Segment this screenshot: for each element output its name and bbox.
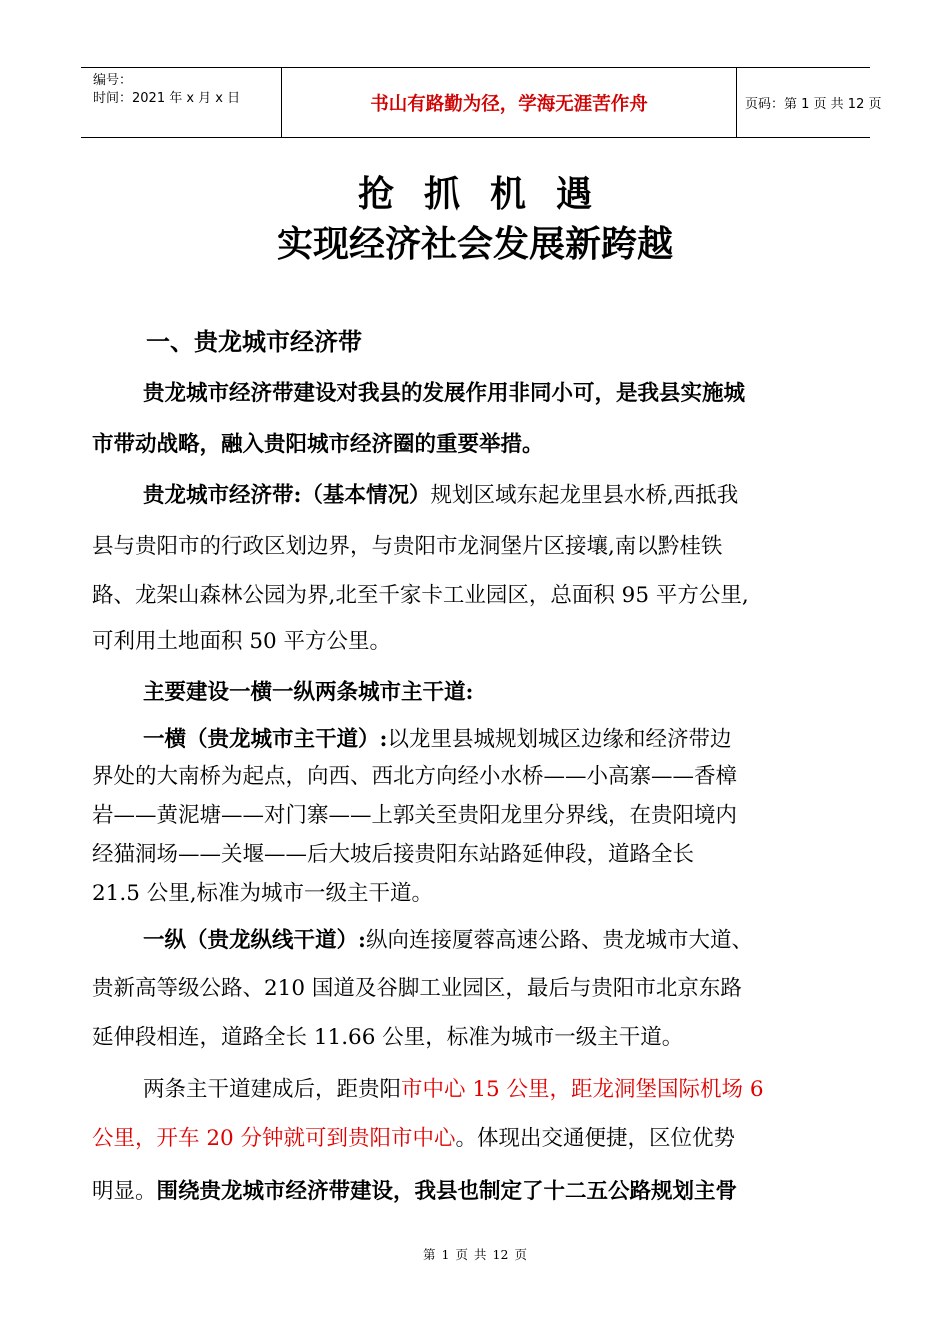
page-code: 页码：第 1 页 共 12 页 — [745, 97, 882, 112]
page-footer — [0, 1245, 950, 1263]
paragraph-line — [92, 1124, 862, 1154]
paragraph-lead: 一纵（贵龙纵线干道）: — [143, 928, 366, 953]
paragraph-line: 延伸段相连，道路全长 11.66 公里，标准为城市一级主干道。 — [92, 1025, 684, 1050]
paragraph-line: 贵龙城市经济带建设对我县的发展作用非同小可，是我县实施城 — [143, 381, 746, 406]
page-header-table — [81, 67, 882, 138]
footer-text: 第 — [423, 1247, 436, 1262]
time-label: 时间：2021 年 x 月 x 日 — [93, 91, 241, 106]
section-heading: 一、贵龙城市经济带 — [146, 327, 362, 356]
paragraph-text: 纵向连接厦蓉高速公路、贵龙城市大道、 — [365, 928, 753, 953]
number-label: 编号： — [93, 73, 133, 88]
paragraph-line: 主要建设一横一纵两条城市主干道: — [143, 680, 474, 705]
paragraph-line: 经猫洞场——关堰——后大坡后接贵阳东站路延伸段，道路全长 — [92, 842, 695, 867]
document-title-line2: 实现经济社会发展新跨越 — [276, 224, 673, 265]
paragraph-text: 。体现出交通便捷，区位优势 — [455, 1126, 736, 1151]
footer-text: 页 — [455, 1247, 469, 1262]
paragraph-line — [143, 1075, 862, 1105]
paragraph-line: 21.5 公里,标准为城市一级主干道。 — [92, 881, 434, 906]
footer-page-number: 1 — [441, 1247, 450, 1262]
paragraph-lead: 贵龙城市经济带:（基本情况） — [143, 483, 431, 508]
paragraph-line: 界处的大南桥为起点，向西、西北方向经小水桥——小高寨——香樟 — [92, 764, 738, 789]
paragraph-lead: 一横（贵龙城市主干道）: — [143, 727, 388, 752]
footer-total-pages: 12 — [492, 1247, 509, 1262]
header-meta-cell — [81, 68, 282, 137]
paragraph-line — [143, 926, 862, 956]
paragraph-line — [143, 481, 862, 511]
highlight-text: 公里，开车 20 分钟就可到贵阳市中心 — [92, 1126, 456, 1151]
paragraph-text-bold: 围绕贵龙城市经济带建设，我县也制定了十二五公路规划主骨 — [156, 1179, 738, 1204]
paragraph-line — [143, 725, 862, 755]
paragraph-line: 贵新高等级公路、210 国道及谷脚工业园区，最后与贵阳市北京东路 — [92, 976, 742, 1001]
paragraph-line: 可利用土地面积 50 平方公里。 — [92, 629, 392, 654]
document-title-line1: 抢抓机遇 — [357, 174, 622, 215]
paragraph-line — [92, 1177, 862, 1207]
footer-text: 页 — [514, 1247, 527, 1262]
paragraph-line: 县与贵阳市的行政区划边界，与贵阳市龙洞堡片区接壤,南以黔桂铁 — [92, 534, 723, 559]
paragraph-text: 以龙里县城规划城区边缘和经济带边 — [387, 727, 732, 752]
paragraph-text: 明显。 — [92, 1179, 157, 1204]
highlight-text: 市中心 15 公里，距龙洞堡国际机场 6 — [401, 1077, 764, 1102]
paragraph-text: 规划区域东起龙里县水桥,西抵我 — [430, 483, 739, 508]
paragraph-line: 市带动战略，融入贵阳城市经济圈的重要举措。 — [92, 432, 544, 457]
paragraph-text: 两条主干道建成后，距贵阳 — [143, 1077, 402, 1102]
motto: 书山有路勤为径，学海无涯苦作舟 — [282, 68, 737, 137]
paragraph-line: 路、龙架山森林公园为界,北至千家卡工业园区，总面积 95 平方公里, — [92, 583, 749, 608]
paragraph-line: 岩——黄泥塘——对门寨——上郭关至贵阳龙里分界线，在贵阳境内 — [92, 803, 738, 828]
footer-text: 共 — [474, 1247, 487, 1262]
